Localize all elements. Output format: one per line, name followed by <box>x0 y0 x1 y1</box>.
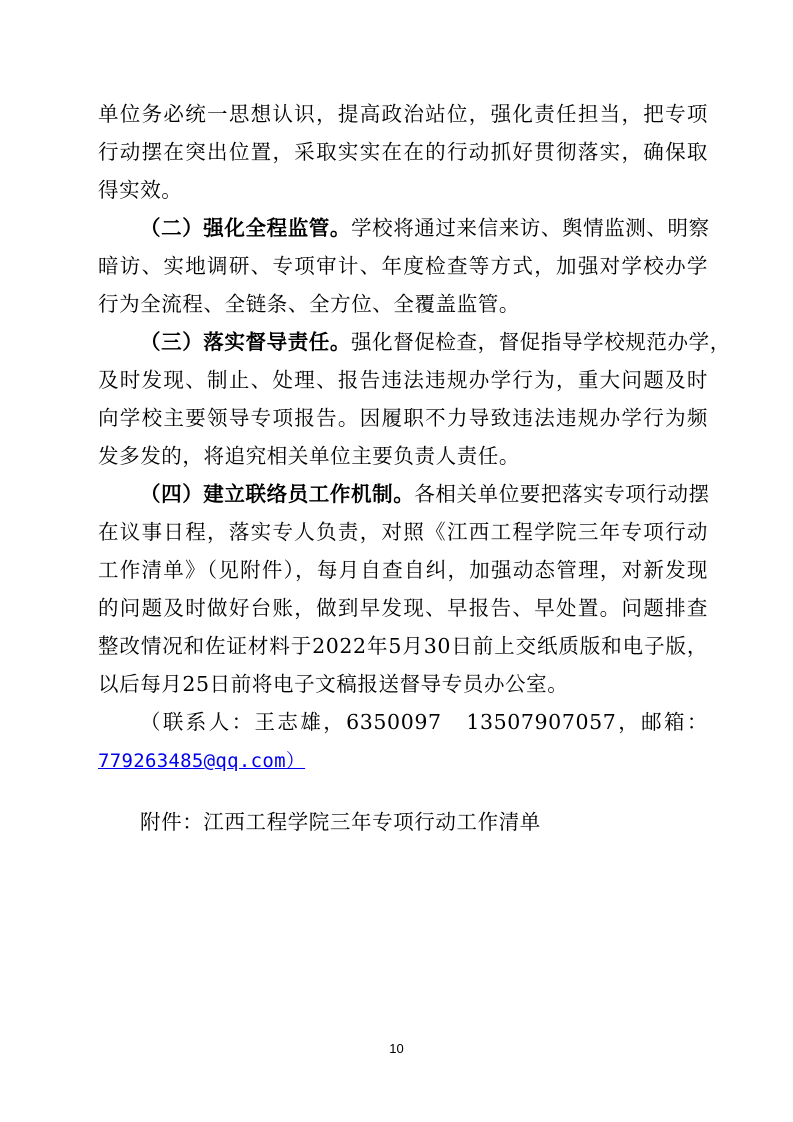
para1-line3: 得实效。 <box>98 178 183 202</box>
para1-line2: 行动摆在突出位置，采取实实在在的行动抓好贯彻落实，确保取 <box>98 140 708 164</box>
para4-line5: 整改情况和佐证材料于2022年5月30日前上交纸质版和电子版， <box>98 634 708 658</box>
para3-line4: 发多发的，将追究相关单位主要负责人责任。 <box>98 444 520 468</box>
para4-line2: 在议事日程，落实专人负责，对照《江西工程学院三年专项行动 <box>98 520 708 544</box>
para4-line3: 工作清单》（见附件），每月自查自纠，加强动态管理，对新发现 <box>98 558 708 582</box>
para2-line1 <box>140 214 708 242</box>
para2-line2: 暗访、实地调研、专项审计、年度检查等方式，加强对学校办学 <box>98 254 708 278</box>
para1-line1: 单位务必统一思想认识，提高政治站位，强化责任担当，把专项 <box>98 102 708 126</box>
para3-line1 <box>140 328 731 356</box>
para3-line3: 向学校主要领导专项报告。因履职不力导致违法违规办学行为频 <box>98 406 708 430</box>
para2-heading: （二）强化全程监管。 <box>140 216 351 240</box>
para4-text: 各相关单位要把落实专项行动摆 <box>414 482 710 506</box>
para4-heading: （四）建立联络员工作机制。 <box>140 482 415 506</box>
contact-line: （联系人：王志雄，6350097 13507907057，邮箱： <box>140 710 708 734</box>
para3-line2: 及时发现、制止、处理、报告违法违规办学行为，重大问题及时 <box>98 368 708 392</box>
page-number: 10 <box>389 1041 404 1056</box>
para4-line6: 以后每月25日前将电子文稿报送督导专员办公室。 <box>98 672 569 696</box>
contact-email-link[interactable]: 779263485@qq.com） <box>98 750 306 772</box>
para4-line4: 的问题及时做好台账，做到早发现、早报告、早处置。问题排查 <box>98 596 708 620</box>
para4-line1 <box>140 480 708 508</box>
attachment-note: 附件：江西工程学院三年专项行动工作清单 <box>140 810 541 834</box>
para2-line3: 行为全流程、全链条、全方位、全覆盖监管。 <box>98 292 520 316</box>
contact-email-line <box>98 746 708 775</box>
para3-heading: （三）落实督导责任。 <box>140 330 351 354</box>
para3-text: 强化督促检查，督促指导学校规范办学， <box>351 330 731 354</box>
para2-text: 学校将通过来信来访、舆情监测、明察 <box>351 216 710 240</box>
